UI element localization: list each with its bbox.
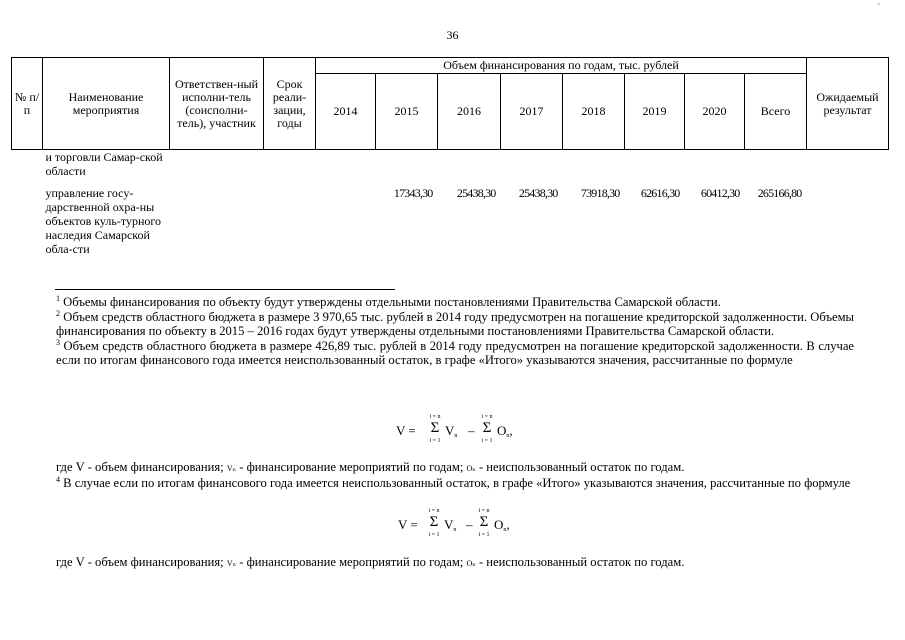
footnote-mark: 4	[56, 475, 60, 484]
table-row	[12, 185, 889, 256]
header-year: 2018	[563, 74, 625, 150]
cell-value: 25438,30	[518, 185, 558, 200]
sum-lower-limit: i = 1	[481, 438, 493, 444]
formula-v-term: $V_n$	[445, 423, 458, 439]
sigma-icon: Σ	[430, 420, 440, 436]
footnote-4	[56, 476, 854, 491]
cell-value	[625, 150, 685, 185]
on-symbol: Oₙ	[466, 464, 476, 473]
sigma-icon: Σ	[429, 514, 439, 530]
header-term: Срок реали-зации, годы	[264, 58, 316, 150]
sigma-icon: Σ	[482, 420, 492, 436]
cell-value: 17343,30	[393, 185, 433, 200]
footnote-text: Объемы финансирования по объекту будут утверждены отдельными постановлениями Правительства Самарской области.	[63, 295, 721, 309]
footnote-1	[56, 295, 854, 310]
footnote-3-where: где V - объем финансирования; Vₙ - финансирование мероприятий по годам; Oₙ - неиспользованный остаток по годам.	[56, 460, 685, 474]
footnote-mark: 3	[56, 337, 60, 347]
cell-value: 25438,30	[456, 185, 496, 200]
cell-value	[376, 150, 438, 185]
footnotes	[56, 295, 854, 368]
cell-total: 265166,80	[757, 185, 802, 200]
sum-upper-limit: i = n	[478, 508, 490, 514]
page-number: 36	[446, 28, 459, 42]
formula-lhs: V =	[398, 517, 418, 532]
formula-o-term: $O_n$,	[494, 517, 510, 533]
formula-v-term: $V_n$	[444, 517, 457, 533]
footnote-mark: 1	[56, 294, 60, 303]
row-name: и торговли Самар-ской области	[45, 150, 163, 178]
header-funding: Объем финансирования по годам, тыс. рублей	[316, 58, 807, 74]
sum-upper-limit: i = n	[428, 508, 440, 514]
table-row	[12, 150, 889, 185]
header-num: № п/п	[12, 58, 43, 150]
sum-upper-limit: i = n	[481, 414, 493, 420]
formula-minus: –	[466, 517, 473, 532]
cell-value	[501, 150, 563, 185]
footnote-mark: 2	[56, 308, 60, 318]
sum-lower-limit: i = 1	[428, 532, 440, 538]
formula-o-term: $O_n$,	[497, 423, 513, 439]
cell-value	[685, 150, 745, 185]
formula-4	[398, 508, 598, 544]
sum-lower-limit: i = 1	[429, 438, 441, 444]
sum-lower-limit: i = 1	[478, 532, 490, 538]
header-year: 2019	[625, 74, 685, 150]
cell-value	[438, 150, 501, 185]
header-total: Всего	[745, 74, 807, 150]
footnote-text: Объем средств областного бюджета в размере 426,89 тыс. рублей в 2014 году предусмотрен на погашение кредиторской задолженности. В случае если по итогам финансового года имеется неиспользованный остаток, в графе «Итого» указываются значения, рассчитанные по формуле	[56, 338, 855, 368]
corner-mark: '	[878, 2, 880, 13]
footnote-text: Объем средств областного бюджета в размере 3 970,65 тыс. рублей в 2014 году предусмотрен на погашение кредиторской задолженности. Объемы финансирования по объекту в 2015 – 2016 годах будут утверждены отдельными постановлениями Правительства Самарской области.	[56, 309, 854, 339]
footnote-rule	[55, 289, 395, 290]
formula-minus: –	[468, 423, 475, 438]
formula-3	[396, 414, 596, 450]
on-symbol: Oₙ	[466, 559, 476, 568]
header-responsible: Ответствен-ный исполни-тель (соисполни-тель), участник	[170, 58, 264, 150]
sigma-icon: Σ	[479, 514, 489, 530]
header-name: Наименование мероприятия	[43, 58, 170, 150]
formula-lhs: V =	[396, 423, 416, 438]
header-result: Ожидаемый результат	[807, 58, 889, 150]
footnote-text: В случае если по итогам финансового года имеется неиспользованный остаток, в графе «Итого» указываются значения, рассчитанные по формуле	[63, 476, 851, 490]
cell-value	[316, 185, 376, 256]
row-name: управление госу-дарственной охра-ны объектов куль-турного наследия Самарской обла-сти	[45, 185, 161, 256]
header-year: 2014	[316, 74, 376, 150]
vn-symbol: Vₙ	[226, 464, 237, 473]
cell-value: 62616,30	[640, 185, 680, 200]
sum-upper-limit: i = n	[429, 414, 441, 420]
footnote-2	[56, 310, 854, 339]
funding-table	[11, 57, 889, 256]
footnote-4-where: где V - объем финансирования; Vₙ - финансирование мероприятий по годам; Oₙ - неиспользованный остаток по годам.	[56, 555, 685, 569]
cell-total	[745, 150, 807, 185]
cell-value: 73918,30	[580, 185, 620, 200]
header-year: 2017	[501, 74, 563, 150]
cell-value	[316, 150, 376, 185]
vn-symbol: Vₙ	[226, 559, 237, 568]
header-year: 2016	[438, 74, 501, 150]
footnote-3	[56, 339, 854, 368]
cell-value	[563, 150, 625, 185]
header-year: 2015	[376, 74, 438, 150]
header-year: 2020	[685, 74, 745, 150]
cell-value: 60412,30	[700, 185, 740, 200]
